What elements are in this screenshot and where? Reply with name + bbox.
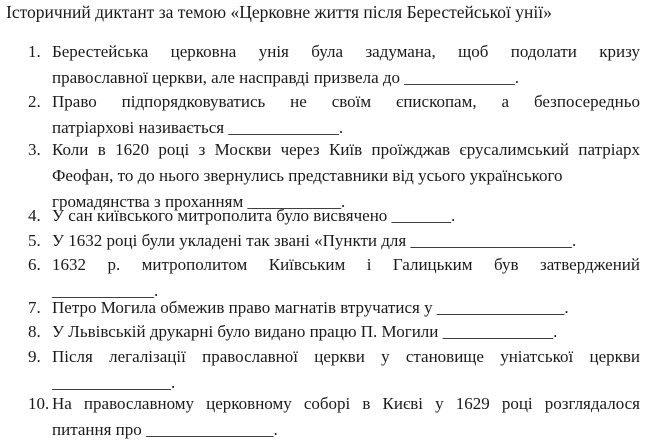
question-8 <box>28 319 640 345</box>
question-4 <box>28 203 640 229</box>
question-text-line: На православному церковному соборі в Києві у 1629 році розглядалося <box>52 394 640 413</box>
question-text-line: православної церкви, але насправді призвела до _____________. <box>52 68 520 87</box>
question-7 <box>28 295 640 321</box>
question-9 <box>28 344 640 396</box>
page-title: Історичний диктант за темою «Церковне життя після Берестейської унії» <box>6 2 552 22</box>
question-number: 7. <box>28 298 41 317</box>
question-number: 3. <box>28 140 41 159</box>
question-text-line: громадянства з проханням ___________. <box>52 192 346 211</box>
question-1 <box>28 39 640 91</box>
question-text-line: Коли в 1620 році з Москви через Київ проїжджав єрусалимський патріарх <box>52 140 640 159</box>
question-text-line: 1632 р. митрополитом Київським і Галицьким був затверджений <box>52 255 640 274</box>
question-text-line: патріархові називається _____________. <box>52 118 344 137</box>
question-number: 4. <box>28 206 41 225</box>
question-text-line: У сан київського митрополита було висвячено _______. <box>52 206 456 225</box>
question-text-line: Феофан, то до нього звернулись представники від усього українського <box>52 166 563 185</box>
question-number: 9. <box>28 347 41 366</box>
question-number: 6. <box>28 255 41 274</box>
question-text-line: У 1632 році були укладені так звані «Пункти для ___________________. <box>52 231 577 250</box>
question-10 <box>28 391 640 443</box>
question-number: 1. <box>28 42 41 61</box>
question-text-line: ____________. <box>52 281 159 300</box>
question-number: 10. <box>28 394 50 413</box>
question-number: 2. <box>28 92 41 111</box>
question-text-line: питання про _______________. <box>52 420 278 439</box>
question-5 <box>28 228 640 254</box>
question-number: 8. <box>28 322 41 341</box>
question-text-line: Після легалізації православної церкви у становище уніатської церкви <box>52 347 640 366</box>
question-text-line: Берестейська церковна унія була задумана, щоб подолати кризу <box>52 42 640 61</box>
question-text-line: У Львівській друкарні було видано працю П. Могили _____________. <box>52 322 558 341</box>
question-2 <box>28 89 640 141</box>
question-text-line: Право підпорядковуватись не своїм єпископам, а безпосередньо <box>52 92 640 111</box>
question-text-line: Петро Могила обмежив право магнатів втручатися у _______________. <box>52 298 569 317</box>
question-text-line: ______________. <box>52 373 176 392</box>
question-number: 5. <box>28 231 41 250</box>
